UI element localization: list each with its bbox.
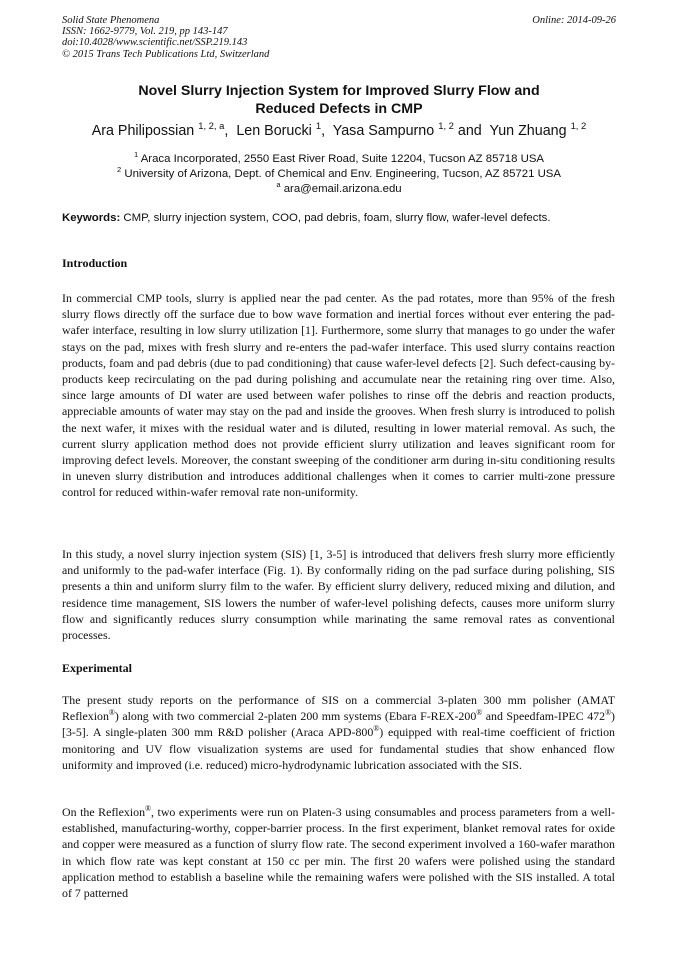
title-line-2: Reduced Defects in CMP xyxy=(255,101,423,117)
copyright-line: © 2015 Trans Tech Publications Ltd, Switzerland xyxy=(62,48,270,60)
corresponding-email xyxy=(40,182,638,197)
affiliation-2 xyxy=(40,167,638,182)
author-name: Yun Zhuang xyxy=(489,123,567,139)
keywords-label: Keywords: xyxy=(62,212,121,224)
affiliation-1 xyxy=(40,152,638,167)
paper-title xyxy=(62,82,616,118)
text-fragment: On the Reflexion xyxy=(62,805,146,819)
author-list xyxy=(40,120,638,139)
affiliation-marker: a xyxy=(276,180,281,190)
keywords xyxy=(62,212,622,224)
text-fragment: The present study reports on the performance of SIS on a commercial 3-platen 300 mm polisher (AMAT Reflexion xyxy=(62,693,615,724)
affiliation-text: Araca Incorporated, 2550 East River Road, Suite 12204, Tucson AZ 85718 USA xyxy=(140,153,545,165)
text-fragment: ) along with two commercial 2-platen 200 mm systems (Ebara F-REX-200 xyxy=(114,709,477,724)
affiliation-marker: 1 xyxy=(133,150,139,160)
author-name: Ara Philipossian xyxy=(91,123,195,139)
registered-mark: ® xyxy=(373,724,380,734)
section-heading-introduction: Introduction xyxy=(62,256,128,270)
author-name: Len Borucki xyxy=(236,123,312,139)
author-separator: , xyxy=(321,123,330,139)
text-fragment: , two experiments were run on Platen-3 using consumables and process parameters from a well-established, manufacturing-worthy, copper-barrier process. In the first experiment, blanket removal rates for oxide and copper were measured as a function of slurry flow rate. The second experiment involved a 160-wafer marathon in which flow rate was kept constant at 150 cc per min. The first 20 wafers were polished using the standard application method to establish a baseline while the remaining wafers were polished with the SIS installed. A total of 7 patterned xyxy=(62,805,615,901)
journal-meta xyxy=(62,15,269,60)
author-affiliation-marker: 1 xyxy=(315,120,322,132)
registered-mark: ® xyxy=(476,708,483,718)
author-name: Yasa Sampurno xyxy=(332,123,435,139)
intro-paragraph-1: In commercial CMP tools, slurry is applied near the pad center. As the pad rotates, more than 95% of the fresh slurry flows directly off the surface due to bow wave formation and inertial forces without ever entering the pad-wafer interface, resulting in low slurry utilization [1]. Furthermore, some slurry that manages to go under the wafer stays on the pad, mixes with fresh slurry and re-enters the pad-wafer interface. This used slurry contains reaction products, foam and pad debris (due to pad conditioning) that cause wafer-level defects [2]. Such defect-causing by-products keep recirculating on the pad during polishing and accumulate near the retaining ring over time. Also, since large amounts of DI water are used between wafer polishes to rinse off the debris and reaction products, appreciable amounts of water may stay on the pad and inside the grooves. When fresh slurry is introduced to polish the next wafer, it mixes with the residual water and is diluted, resulting in lower material removal. As such, the current slurry application method does not provide efficient slurry utilization and leaves significant room for improving defect levels. Moreover, the constant sweeping of the conditioner arm during in-situ conditioning results in uneven slurry distribution and introduces additional challenges when it comes to carrier multi-zone pressure control for reduced within-wafer removal rate non-uniformity. xyxy=(62,291,615,500)
email-text: ara@email.arizona.edu xyxy=(283,183,402,195)
affiliation-text: University of Arizona, Dept. of Chemical and Env. Engineering, Tucson, AZ 85721 USA xyxy=(124,168,562,180)
section-heading-experimental: Experimental xyxy=(62,661,132,675)
text-fragment: ) [3-5]. A single-platen 300 mm R&D polisher (Araca APD-800 xyxy=(62,709,615,740)
online-date: Online: 2014-09-26 xyxy=(532,15,616,26)
author-affiliation-marker: 1, 2 xyxy=(570,120,587,132)
author-separator: and xyxy=(453,123,486,139)
title-line-1: Novel Slurry Injection System for Improved Slurry Flow and xyxy=(138,83,540,99)
affiliations xyxy=(40,152,638,197)
author-separator: , xyxy=(224,123,233,139)
text-fragment: ) equipped with real-time coefficient of friction monitoring and UV flow visualization systems are used for fundamental studies that show enhanced flow uniformity and improved (i.e. reduced) micro-hydrodynamic lubrication associated with the SIS. xyxy=(62,725,615,772)
keywords-text: CMP, slurry injection system, COO, pad debris, foam, slurry flow, wafer-level defects. xyxy=(123,212,551,224)
author-affiliation-marker: 1, 2, a xyxy=(198,120,225,132)
registered-mark: ® xyxy=(145,804,152,814)
journal-name: Solid State Phenomena xyxy=(62,15,160,26)
issn-line: ISSN: 1662-9779, Vol. 219, pp 143-147 xyxy=(62,26,228,38)
experimental-paragraph-1 xyxy=(62,692,615,773)
doi-line: doi:10.4028/www.scientific.net/SSP.219.143 xyxy=(62,37,248,49)
text-fragment: and Speedfam-IPEC 472 xyxy=(482,709,606,724)
affiliation-marker: 2 xyxy=(116,165,122,175)
experimental-paragraph-2 xyxy=(62,804,615,901)
intro-paragraph-2: In this study, a novel slurry injection system (SIS) [1, 3-5] is introduced that delivers fresh slurry more efficiently and uniformly to the pad-wafer interface (Fig. 1). By conformally riding on the pad surface during polishing, SIS presents a thin and uniform slurry film to the wafer. By efficient slurry delivery, reduced mixing and dilution, and residence time management, SIS lowers the number of wafer-level polishing defects, causes more uniform slurry flow and significantly reduces slurry consumption while marinating the same removal rates as conventional processes. xyxy=(62,547,615,643)
registered-mark: ® xyxy=(108,708,115,718)
author-affiliation-marker: 1, 2 xyxy=(438,120,454,132)
registered-mark: ® xyxy=(605,708,612,718)
